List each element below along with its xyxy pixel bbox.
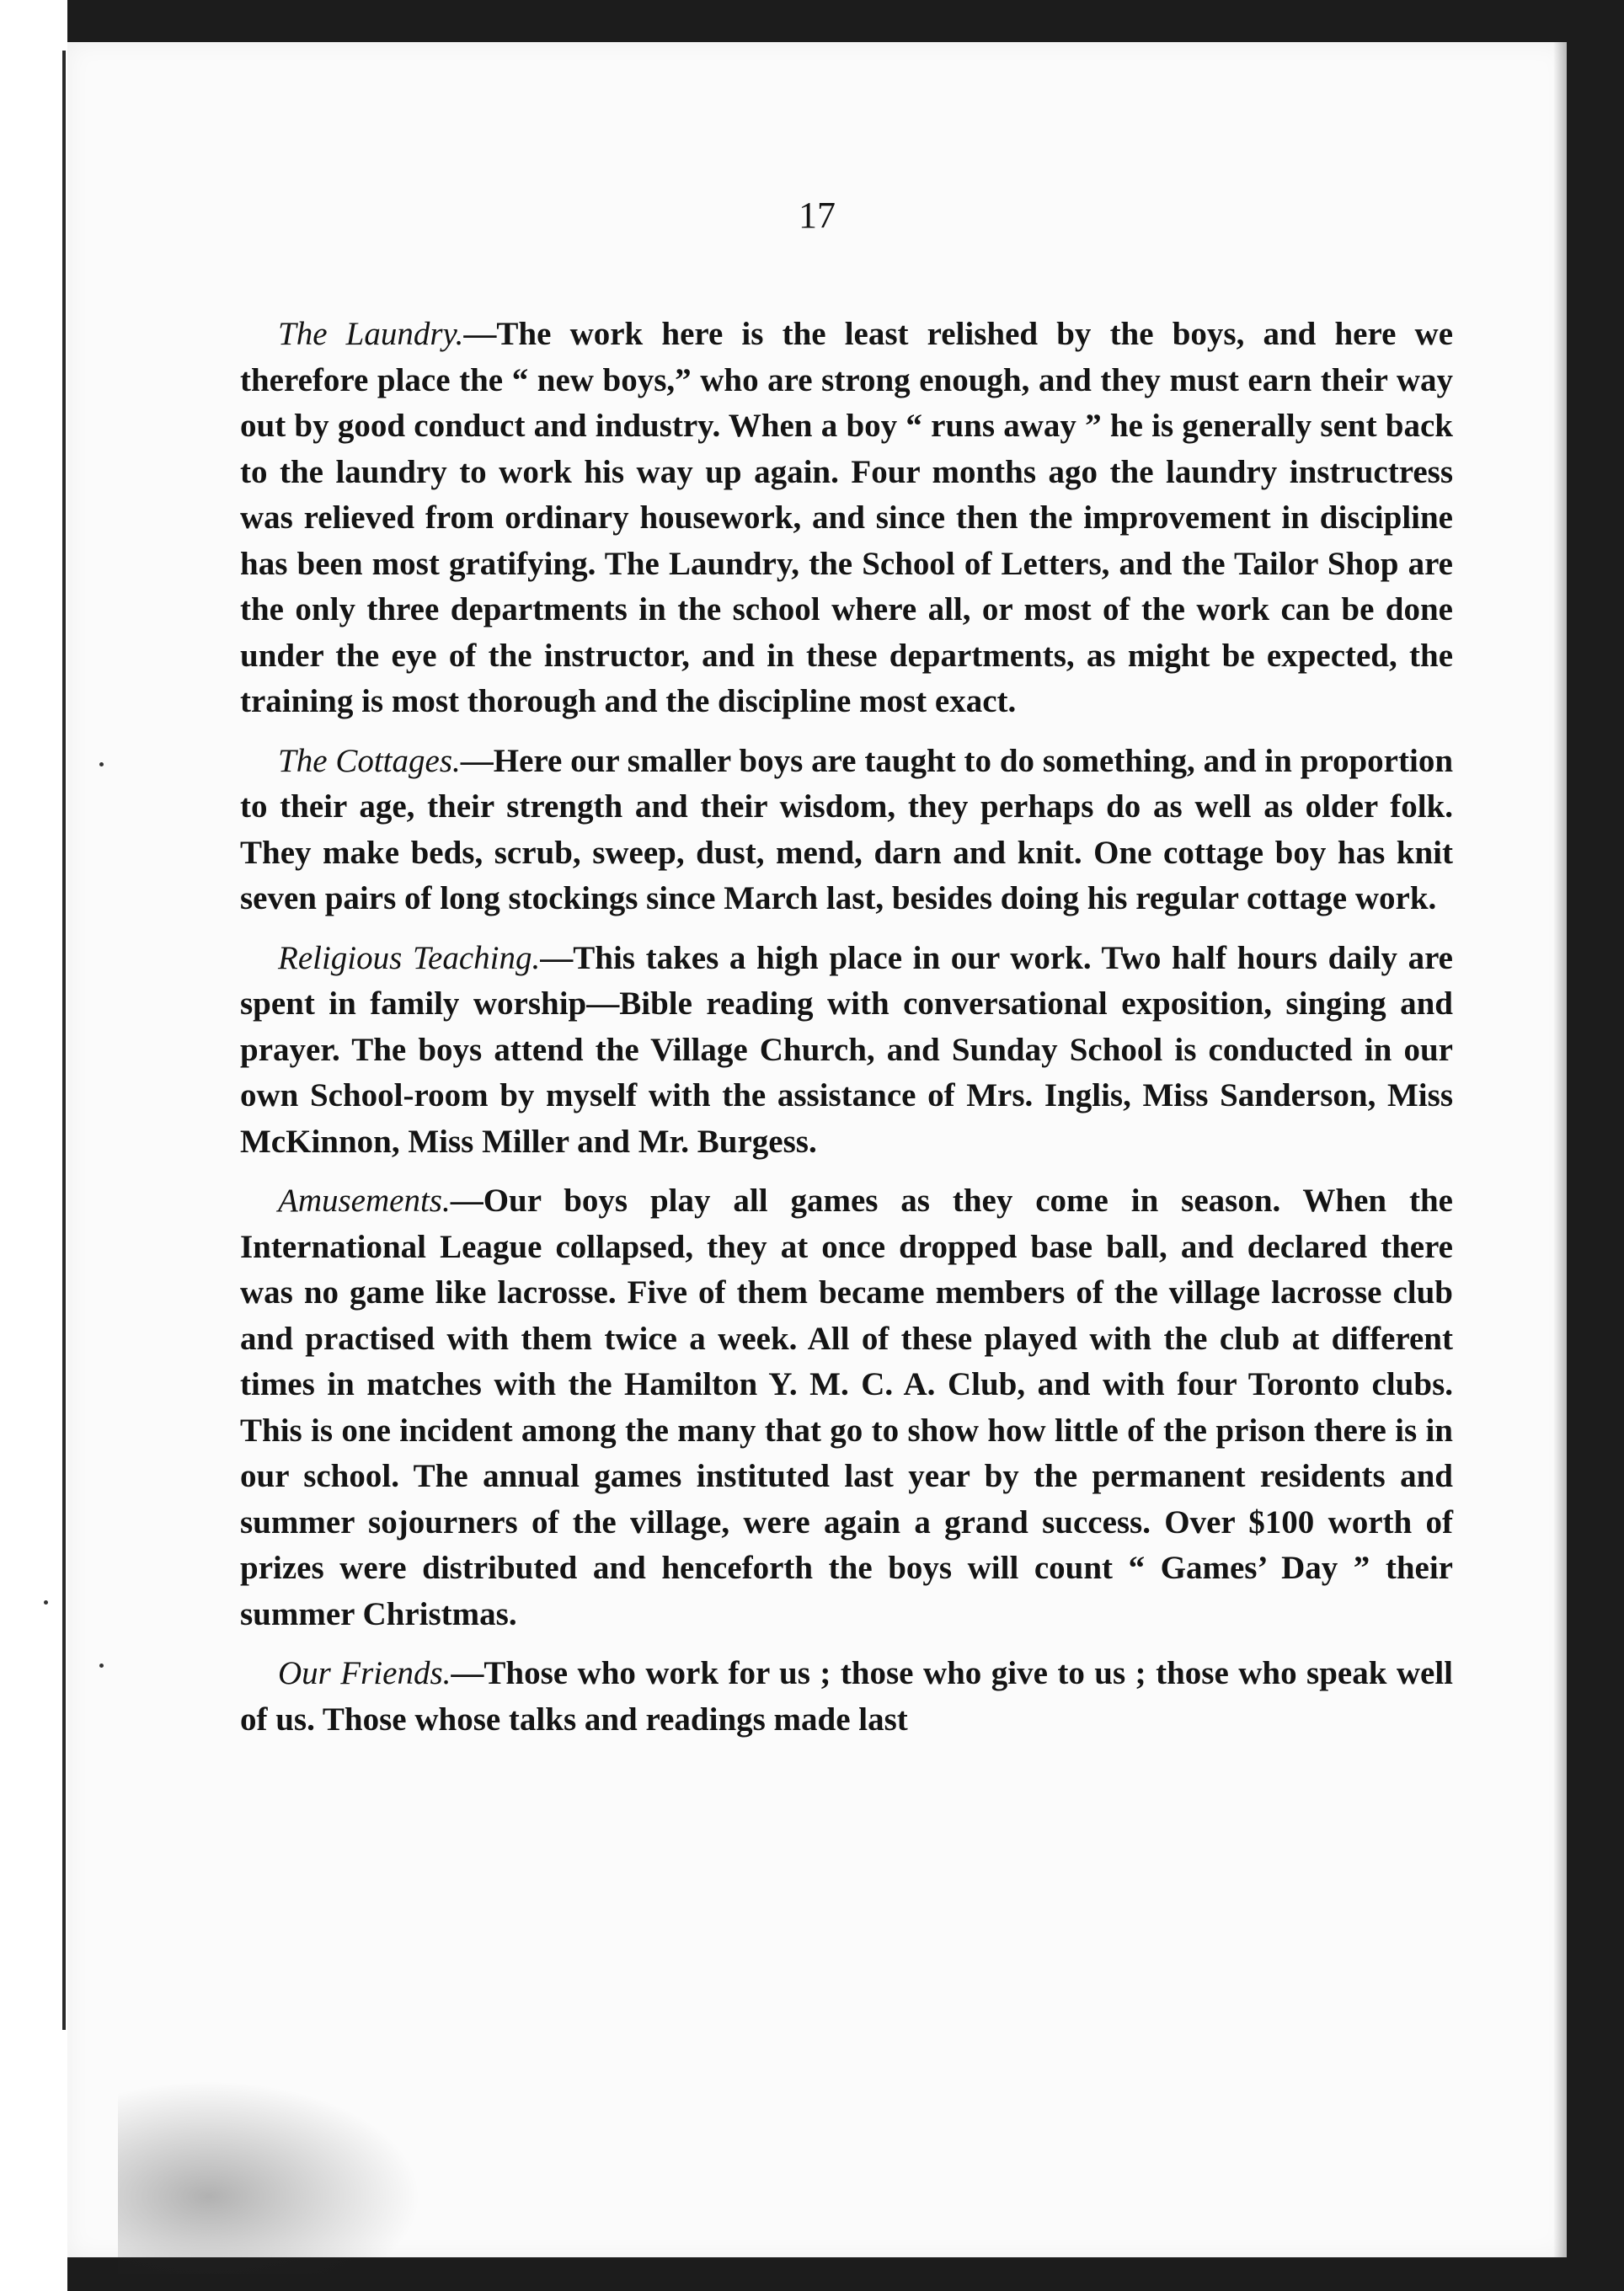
paragraph-title: The Cottages. — [278, 742, 461, 779]
left-page-edge — [0, 0, 67, 2291]
paragraph-title: Our Friends. — [278, 1655, 451, 1691]
paragraph-text: —Here our smaller boys are taught to do something, and in proportion to their age, their strength and their wisdom, they perhaps do as well as older folk. They make beds, scrub, sweep, dust, mend, darn and knit. One cottage boy has knit seven pairs of long stockings since March last, besides doing his regular cottage work. — [240, 742, 1454, 916]
paragraph-text: —Those who work for us ; those who give to us ; those who speak well of us. Those whose talks and readings made last — [240, 1655, 1453, 1738]
margin-dot — [99, 1664, 104, 1668]
paragraph-laundry — [240, 312, 1453, 725]
paragraph-text: —This takes a high place in our work. Two half hours daily are spent in family worship—Bible reading with conversational exposition, singing and prayer. The boys attend the Village Church, and Sunday School is conducted in our own School-room by myself with the assistance of Mrs. Inglis, Miss Sanderson, Miss McKinnon, Miss Miller and Mr. Burgess. — [240, 939, 1453, 1160]
paragraph-text: —The work here is the least relished by the boys, and here we therefore place the “ new boys,” who are strong enough, and they must earn their way out by good conduct and industry. When a boy “ runs away ” he is generally sent back to the laundry to work his way up again. Four months ago the laundry instructress was relieved from ordinary housework, and since then the improvement in discipline has been most gratifying. The Laundry, the School of Letters, and the Tailor Shop are the only three departments in the school where all, or most of the work can be done under the eye of the instructor, and in these departments, as might be expected, the training is most thorough and the discipline most exact. — [240, 316, 1454, 719]
margin-dot — [99, 762, 104, 766]
page-number: 17 — [799, 195, 836, 236]
page-shadow — [1553, 42, 1567, 2257]
paragraph-our-friends — [240, 1651, 1453, 1743]
paragraph-text: —Our boys play all games as they come in season. When the International League collapsed, they at once dropped base ball, and declared there was no game like lacrosse. Five of them became members of the village lacrosse club and practised with them twice a week. All of these played with the club at different times in matches with the Hamilton Y. M. C. A. Club, and with four Toronto clubs. This is one incident among the many that go to show how little of the prison there is in our school. The annual games instituted last year by the permanent residents and summer sojourners of the village, were again a grand success. Over $100 worth of prizes were distributed and henceforth the boys will count “ Games’ Day ” their summer Christmas. — [240, 1183, 1453, 1632]
page-stain — [118, 2080, 421, 2274]
paragraph-religious-teaching — [240, 936, 1453, 1166]
paragraph-title: Religious Teaching. — [278, 939, 541, 976]
binding-edge — [62, 51, 66, 2030]
paragraph-cottages — [240, 739, 1453, 922]
paragraph-amusements — [240, 1178, 1453, 1637]
body-text — [240, 312, 1453, 1756]
paragraph-title: The Laundry. — [278, 316, 464, 352]
margin-dot — [44, 1600, 48, 1605]
book-page — [67, 42, 1567, 2257]
paragraph-title: Amusements. — [278, 1183, 451, 1219]
